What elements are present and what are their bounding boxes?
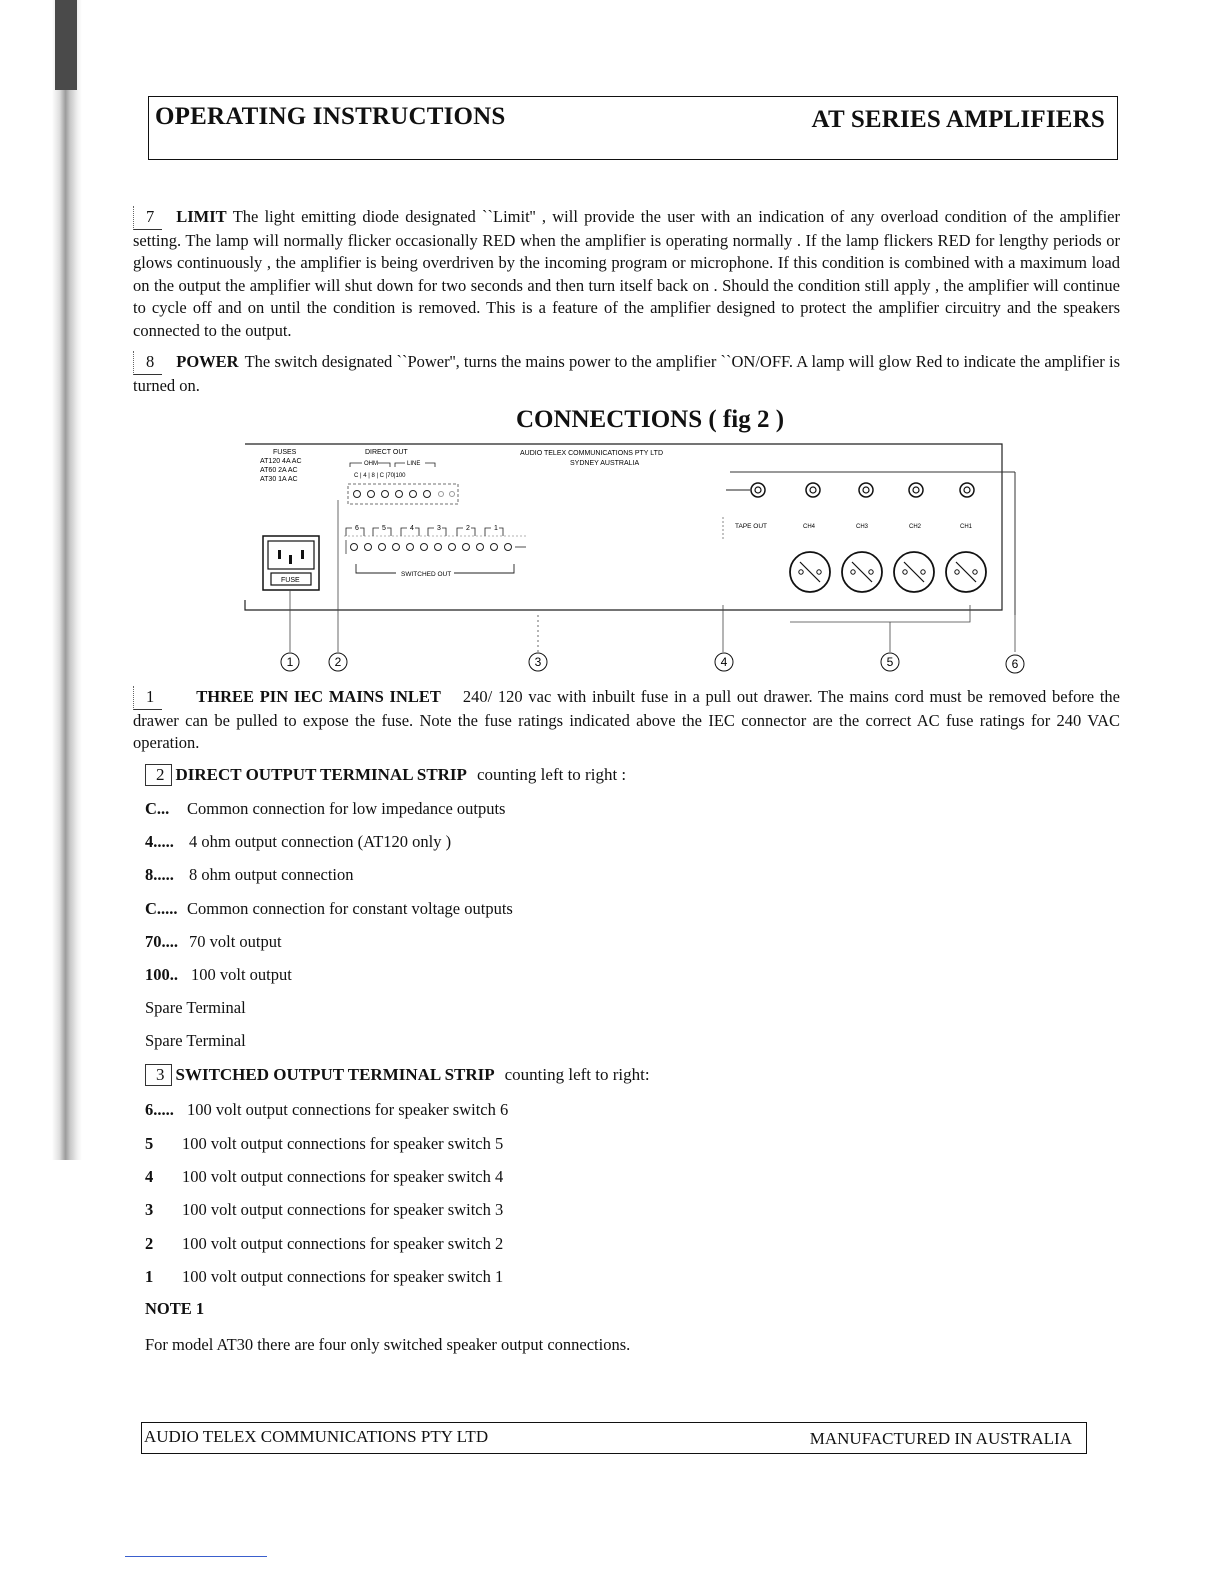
connections-title: CONNECTIONS ( fig 2 )	[515, 406, 785, 433]
section-3-heading	[145, 1064, 650, 1086]
section-2-suffix: counting left to right :	[476, 765, 627, 784]
direct-output-line: 8..... 8 ohm output connection	[145, 865, 354, 884]
switch-number-6: 6	[355, 525, 359, 532]
terminal-dot	[491, 544, 498, 551]
terminal-dot	[449, 544, 456, 551]
iec-pin	[301, 550, 304, 559]
switch-brackets	[346, 528, 503, 536]
leader-lines	[290, 500, 1015, 652]
rca-jack	[964, 487, 970, 493]
limit-text: The light emitting diode designated ``Limit'' , will provide the user with an indication of any overload condition of the amplifier setting. The lamp will normally flicker occasionally RED when the amplifier is operating normally . If the lamp flickers RED for lengthy periods or glows continuously , the amplifier is being overdriven by the incoming program or microphone. If this condition is combined with a maximum load on the output the amplifier will shut down for two seconds and then turn itself back on . Should the condition still apply , the amplifier will continue to cycle off and on until the condition is removed. This is a feature of the amplifier designed to protect the amplifier circuitry and the speakers connected to the output.	[133, 207, 1120, 340]
ohm-label: OHM	[364, 461, 378, 467]
section-1-title: THREE PIN IEC MAINS INLET	[196, 687, 441, 706]
terminal-dot	[407, 544, 414, 551]
rear-panel-figure	[230, 440, 1030, 685]
fuse-row-3: AT30 1A AC	[260, 476, 298, 483]
channel-label-ch4: CH4	[803, 524, 816, 530]
terminal-dot	[477, 544, 484, 551]
xlr-pin	[851, 570, 855, 574]
switched-output-line: 5 100 volt output connections for speaker switch 5	[145, 1134, 504, 1153]
rca-jack	[909, 483, 923, 497]
bottom-rule	[125, 1556, 267, 1557]
line-label: LINE	[407, 461, 421, 467]
xlr-pin	[869, 570, 873, 574]
terminal-dot	[424, 491, 431, 498]
limit-paragraph	[133, 206, 1120, 342]
rca-jack	[810, 487, 816, 493]
direct-output-line: C... Common connection for low impedance outputs	[145, 799, 506, 818]
section-3-title: SWITCHED OUTPUT TERMINAL STRIP	[175, 1065, 495, 1084]
switched-output-line: 6..... 100 volt output connections for speaker switch 6	[145, 1100, 509, 1119]
direct-terminal-labels: C | 4 | 8 | C |70|100	[354, 473, 406, 479]
callout-5-label: 5	[886, 655, 894, 669]
xlr-pin	[921, 570, 925, 574]
callout-1-label: 1	[286, 655, 294, 669]
xlr-pin	[903, 570, 907, 574]
terminal-dot	[505, 544, 512, 551]
rca-jacks	[751, 483, 974, 497]
rca-jack	[863, 487, 869, 493]
note-text: For model AT30 there are four only switched speaker output connections.	[145, 1335, 631, 1354]
rca-jack	[913, 487, 919, 493]
channel-label-ch3: CH3	[856, 524, 869, 530]
switched-output-line: 1 100 volt output connections for speaker switch 1	[145, 1267, 504, 1286]
page-header	[148, 96, 1118, 160]
switch-number-brackets	[355, 525, 498, 532]
terminal-dot	[351, 544, 358, 551]
footer-company: AUDIO TELEX COMMUNICATIONS PTY LTD	[144, 1427, 489, 1446]
terminal-dot	[382, 491, 389, 498]
terminal-dot	[421, 544, 428, 551]
xlr-pin	[955, 570, 959, 574]
limit-label: LIMIT	[176, 207, 227, 226]
callout-3-label: 3	[534, 655, 542, 669]
channel-label-ch1: CH1	[960, 524, 973, 530]
switch-number-2: 2	[466, 525, 470, 532]
footer-manufactured: MANUFACTURED IN AUSTRALIA	[809, 1429, 1072, 1448]
rca-jack	[806, 483, 820, 497]
fuse-row-2: AT60 2A AC	[260, 467, 298, 474]
section-1-number: 1	[133, 686, 162, 710]
callout-2-label: 2	[334, 655, 342, 669]
callout-6-label: 6	[1011, 657, 1019, 671]
switched-terminals	[351, 544, 512, 551]
xlr-connectors	[790, 552, 986, 592]
switched-output-line: 3 100 volt output connections for speaker switch 3	[145, 1200, 504, 1219]
rca-jack	[755, 487, 761, 493]
switch-number-3: 3	[437, 525, 441, 532]
switched-out-label: SWITCHED OUT	[401, 571, 452, 578]
power-paragraph	[133, 351, 1120, 397]
switch-number-5: 5	[382, 525, 386, 532]
switch-number-1: 1	[494, 525, 498, 532]
section-2-number: 2	[145, 764, 172, 786]
section-3-suffix: counting left to right:	[504, 1065, 650, 1084]
terminal-dot	[463, 544, 470, 551]
fuses-label: FUSES	[273, 449, 297, 456]
power-number: 8	[133, 351, 162, 375]
direct-output-line: 70.... 70 volt output	[145, 932, 282, 951]
header-title-left: OPERATING INSTRUCTIONS	[155, 103, 506, 130]
terminal-dot	[368, 491, 375, 498]
rca-jack	[960, 483, 974, 497]
rca-jack	[751, 483, 765, 497]
channel-label-ch2: CH2	[909, 524, 922, 530]
callout-4-label: 4	[720, 655, 728, 669]
rca-jack	[859, 483, 873, 497]
terminal-dot	[393, 544, 400, 551]
section-1-paragraph	[133, 686, 1120, 755]
fuse-drawer-label: FUSE	[281, 577, 300, 584]
direct-output-line: Spare Terminal	[145, 1031, 246, 1050]
direct-terminals	[354, 491, 455, 498]
scan-binding-edge	[52, 0, 82, 1160]
direct-out-label: DIRECT OUT	[365, 449, 408, 456]
tape-out-label: TAPE OUT	[735, 523, 768, 530]
power-label: POWER	[176, 352, 239, 371]
scan-binding-edge-top	[55, 0, 77, 90]
section-2-title: DIRECT OUTPUT TERMINAL STRIP	[175, 765, 467, 784]
xlr-pin	[799, 570, 803, 574]
header-title-right: AT SERIES AMPLIFIERS	[811, 106, 1105, 133]
section-1-text: 240/ 120 vac with inbuilt fuse in a pull out drawer. The mains cord must be removed before the drawer can be pulled to expose the fuse. Note the fuse ratings indicated above the IEC connector are the correct AC fuse ratings for 240 VAC operation.	[133, 687, 1120, 752]
company-line-2: SYDNEY AUSTRALIA	[570, 460, 640, 467]
terminal-dot	[396, 491, 403, 498]
terminal-dot	[439, 492, 444, 497]
terminal-dot	[379, 544, 386, 551]
company-line-1: AUDIO TELEX COMMUNICATIONS PTY LTD	[520, 450, 664, 457]
direct-output-line: 100.. 100 volt output	[145, 965, 292, 984]
iec-pin	[278, 550, 281, 559]
section-2-heading	[145, 764, 626, 786]
page-footer	[141, 1422, 1087, 1454]
xlr-pin	[817, 570, 821, 574]
direct-output-line: C..... Common connection for constant voltage outputs	[145, 899, 513, 918]
iec-pin	[289, 555, 292, 564]
power-text: The switch designated ``Power'', turns the mains power to the amplifier ``ON/OFF. A lamp will glow Red to indicate the amplifier is turned on.	[133, 352, 1120, 395]
direct-output-line: 4..... 4 ohm output connection (AT120 only )	[145, 832, 452, 851]
direct-output-line: Spare Terminal	[145, 998, 246, 1017]
rear-panel-diagram	[230, 440, 1030, 685]
note-title: NOTE 1	[145, 1299, 205, 1318]
terminal-dot	[410, 491, 417, 498]
switched-output-line: 4 100 volt output connections for speaker switch 4	[145, 1167, 504, 1186]
terminal-dot	[435, 544, 442, 551]
terminal-dot	[365, 544, 372, 551]
switched-output-line: 2 100 volt output connections for speaker switch 2	[145, 1234, 504, 1253]
callout-circles	[281, 653, 1024, 673]
section-3-number: 3	[145, 1064, 172, 1086]
limit-number: 7	[133, 206, 162, 230]
terminal-dot	[354, 491, 361, 498]
xlr-pin	[973, 570, 977, 574]
terminal-dot	[450, 492, 455, 497]
fuse-row-1: AT120 4A AC	[260, 458, 302, 465]
switch-number-4: 4	[410, 525, 414, 532]
